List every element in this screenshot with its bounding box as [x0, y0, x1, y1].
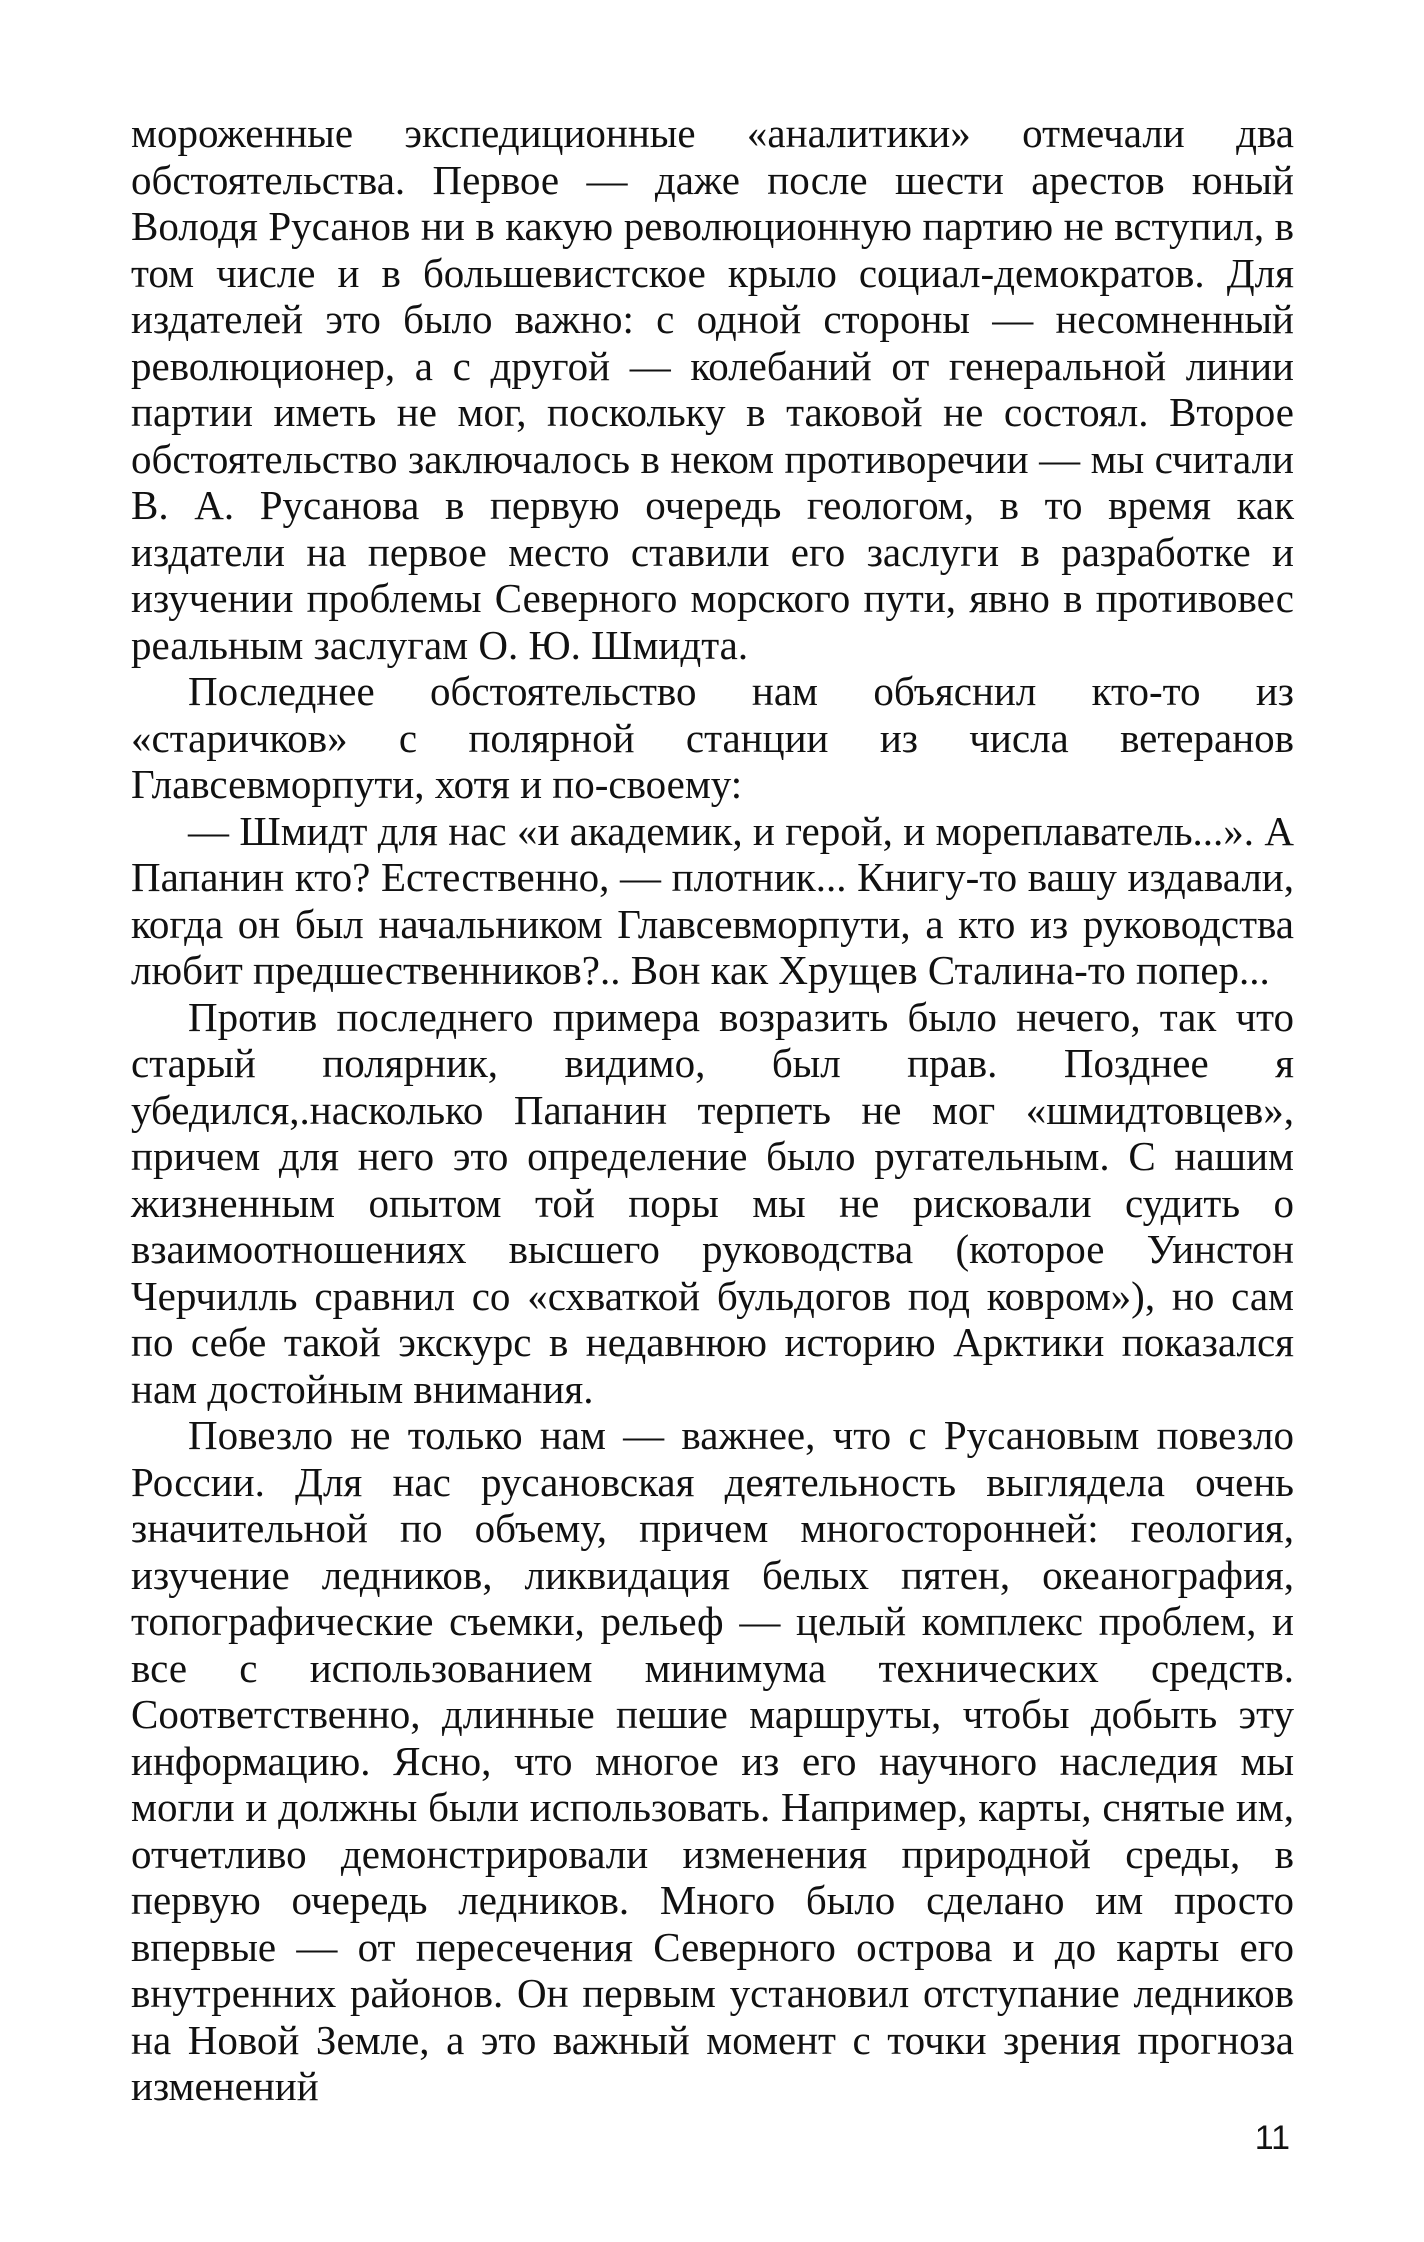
paragraph-3: — Шмидт для нас «и академик, и герой, и мореплаватель...». А Папанин кто? Естественно, — плотник... Книгу-то вашу издавали, когда он был начальником Главсевморпути, а кто из руководства любит предшественников?.. Вон как Хрущев Сталина-то попер...	[131, 807, 1294, 993]
paragraph-2: Последнее обстоятельство нам объяснил кто-то из «старичков» с полярной станции из числа ветеранов Главсевморпути, хотя и по-своему:	[131, 668, 1294, 807]
paragraph-1: мороженные экспедиционные «аналитики» отмечали два обстоятельства. Первое — даже после шести арестов юный Володя Русанов ни в какую революционную партию не вступил, в том числе и в большевистское крыло социал-демократов. Для издателей это было важно: с одной стороны — несомненный революционер, а с другой — колебаний от генеральной линии партии иметь не мог, поскольку в таковой не состоял. Второе обстоятельство заключалось в неком противоречии — мы считали В. А. Русанова в первую очередь геологом, в то время как издатели на первое место ставили его заслуги в разработке и изучении проблемы Северного морского пути, явно в противовес реальным заслугам О. Ю. Шмидта.	[131, 110, 1294, 668]
paragraph-4: Против последнего примера возразить было нечего, так что старый полярник, видимо, был прав. Позднее я убедился,.насколько Папанин терпеть не мог «шмидтовцев», причем для него это определение было ругательным. С нашим жизненным опытом той поры мы не рисковали судить о взаимоотношениях высшего руководства (которое Уинстон Черчилль сравнил со «схваткой бульдогов под ковром»), но сам по себе такой экскурс в недавнюю историю Арктики показался нам достойным внимания.	[131, 993, 1294, 1412]
body-text	[131, 110, 1294, 2110]
paragraph-5: Повезло не только нам — важнее, что с Русановым повезло России. Для нас русановская деятельность выглядела очень значительной по объему, причем многосторонней: геология, изучение ледников, ликвидация белых пятен, океанография, топографические съемки, рельеф — целый комплекс проблем, и все с использованием минимума технических средств. Соответственно, длинные пешие маршруты, чтобы добыть эту информацию. Ясно, что многое из его научного наследия мы могли и должны были использовать. Например, карты, снятые им, отчетливо демонстрировали изменения природной среды, в первую очередь ледников. Много было сделано им просто впервые — от пересечения Северного острова и до карты его внутренних районов. Он первым установил отступание ледников на Новой Земле, а это важный момент с точки зрения прогноза изменений	[131, 1412, 1294, 2109]
page-number: 11	[1254, 2119, 1290, 2157]
